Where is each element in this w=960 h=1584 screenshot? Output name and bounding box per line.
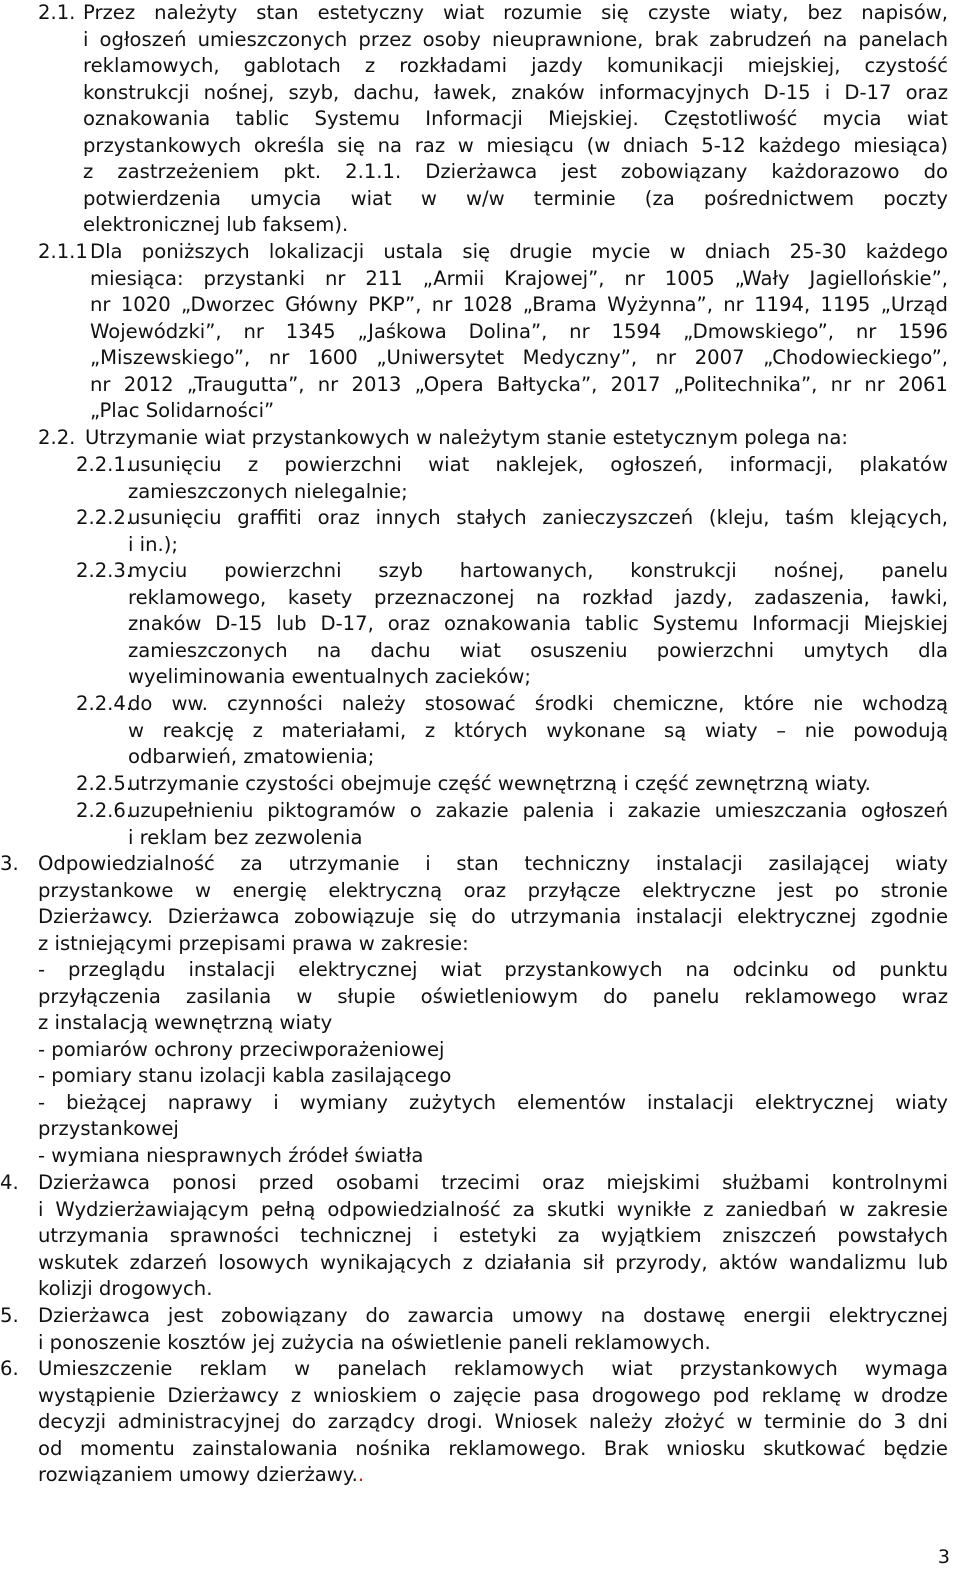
text-line: nr 1020 „Dworzec Główny PKP”, nr 1028 „Brama Wyżynna”, nr 1194, 1195 „Urząd bbox=[90, 293, 948, 316]
section-number: 2.2.6. bbox=[76, 799, 133, 822]
section-text bbox=[128, 691, 948, 771]
section-text bbox=[38, 1170, 948, 1303]
text-line: - pomiarów ochrony przeciwporażeniowej bbox=[38, 1037, 445, 1061]
text-line: przystankowych określa się na raz w miesiącu (w dniach 5-12 każdego miesiąca) bbox=[83, 133, 948, 157]
text-line: zamieszczonych na dachu wiat osuszeniu powierzchni umytych dla bbox=[128, 638, 948, 662]
text-line: „Plac Solidarności” bbox=[90, 399, 275, 422]
text-line: zamieszczonych nielegalnie; bbox=[128, 479, 408, 503]
section-2-2-6 bbox=[76, 798, 948, 851]
section-number: 2.1. bbox=[38, 1, 76, 24]
section-number: 2.2.3. bbox=[76, 559, 133, 582]
text-line: i in.); bbox=[128, 532, 179, 556]
text-line: oznakowania tablic Systemu Informacji Miejskiej. Częstotliwość mycia wiat bbox=[83, 107, 948, 130]
text-line: Dzierżawca jest zobowiązany do zawarcia umowy na dostawę energii elektrycznej bbox=[38, 1304, 948, 1327]
section-text bbox=[38, 1303, 948, 1356]
text-line: wskutek zdarzeń losowych wynikających z działania sił przyrody, aktów wandalizmu lub bbox=[38, 1250, 948, 1274]
text-line: przyłączenia zasilania w słupie oświetleniowym do panelu reklamowego wraz bbox=[38, 984, 948, 1008]
text-line: wyeliminowania ewentualnych zacieków; bbox=[128, 665, 531, 688]
text-line: Dla poniższych lokalizacji ustala się drugie mycie w dniach 25-30 każdego bbox=[90, 240, 948, 263]
page-number: 3 bbox=[937, 1546, 950, 1568]
text-line: przystankowe w energię elektryczną oraz przyłącze elektryczne jest po stronie bbox=[38, 878, 948, 902]
text-line: usunięciu z powierzchni wiat naklejek, ogłoszeń, informacji, plakatów bbox=[128, 453, 948, 476]
text-line: Dzierżawcy. Dzierżawca zobowiązuje się do utrzymania instalacji elektrycznej zgodnie bbox=[38, 905, 948, 928]
section-number: 2.2.4. bbox=[76, 692, 133, 715]
text-line: - bieżącej naprawy i wymiany zużytych elementów instalacji elektrycznej wiaty bbox=[38, 1090, 948, 1114]
text-line: kolizji drogowych. bbox=[38, 1277, 213, 1300]
section-text bbox=[83, 0, 948, 239]
text-line: Przez należyty stan estetyczny wiat rozumie się czyste wiaty, bez napisów, bbox=[83, 1, 948, 24]
section-number: 6. bbox=[0, 1357, 19, 1380]
text-line: Utrzymanie wiat przystankowych w należytym stanie estetycznym polega na: bbox=[85, 426, 848, 449]
text-line: decyzji administracyjnej do zarządcy drogi. Wniosek należy złożyć w terminie do 3 dni bbox=[38, 1410, 948, 1433]
text-line: usunięciu graffiti oraz innych stałych zanieczyszczeń (kleju, taśm klejących, bbox=[128, 506, 948, 529]
text-line: Odpowiedzialność za utrzymanie i stan techniczny instalacji zasilającej wiaty bbox=[38, 852, 948, 875]
text-line: uzupełnieniu piktogramów o zakazie palenia i zakazie umieszczania ogłoszeń bbox=[128, 799, 948, 822]
text-line: myciu powierzchni szyb hartowanych, konstrukcji nośnej, panelu bbox=[128, 559, 948, 582]
text-line: Wojewódzki”, nr 1345 „Jaśkowa Dolina”, nr 1594 „Dmowskiego”, nr 1596 bbox=[90, 319, 948, 343]
section-text bbox=[128, 505, 948, 558]
text-line: z zastrzeżeniem pkt. 2.1.1. Dzierżawca jest zobowiązany każdorazowo do bbox=[83, 160, 948, 183]
section-number: 2.2.1. bbox=[76, 453, 133, 476]
section-2-2-1 bbox=[76, 452, 948, 505]
section-2-2 bbox=[38, 425, 948, 452]
section-text bbox=[85, 425, 948, 452]
text-line: „Miszewskiego”, nr 1600 „Uniwersytet Medyczny”, nr 2007 „Chodowieckiego”, bbox=[90, 346, 948, 369]
text-line: - wymiana niesprawnych źródeł światła bbox=[38, 1143, 424, 1167]
text-line: znaków D-15 lub D-17, oraz oznakowania tablic Systemu Informacji Miejskiej bbox=[128, 612, 948, 635]
text-line: przystankowej bbox=[38, 1117, 179, 1140]
text-line: wystąpienie Dzierżawcy z wnioskiem o zajęcie pasa drogowego pod reklamę w drodze bbox=[38, 1383, 948, 1407]
trailing-dot: . bbox=[357, 1463, 365, 1486]
section-5 bbox=[0, 1303, 948, 1356]
section-number: 2.1.1 bbox=[38, 240, 88, 263]
section-text bbox=[90, 239, 948, 425]
text-line: miesiąca: przystanki nr 211 „Armii Krajowej”, nr 1005 „Wały Jagiellońskie”, bbox=[90, 266, 948, 290]
text-line: od momentu zainstalowania nośnika reklamowego. Brak wniosku skutkować będzie bbox=[38, 1436, 948, 1460]
section-text bbox=[38, 851, 948, 1169]
section-number: 5. bbox=[0, 1304, 19, 1327]
text-line bbox=[38, 1462, 948, 1489]
text-line: utrzymanie czystości obejmuje część wewnętrzną i część zewnętrzną wiaty. bbox=[128, 772, 871, 795]
section-text bbox=[128, 558, 948, 691]
section-text bbox=[38, 1356, 948, 1489]
text-line: nr 2012 „Traugutta”, nr 2013 „Opera Bałtycka”, 2017 „Politechnika”, nr nr 2061 bbox=[90, 372, 948, 396]
section-number: 2.2. bbox=[38, 426, 76, 449]
section-text bbox=[128, 452, 948, 505]
text-line: i Wydzierżawiającym pełną odpowiedzialność za skutki wynikłe z zaniedbań w zakresie bbox=[38, 1197, 948, 1221]
text-line: potwierdzenia umycia wiat w w/w terminie (za pośrednictwem poczty bbox=[83, 186, 948, 210]
section-number: 2.2.2. bbox=[76, 506, 133, 529]
text-line: reklamowego, kasety przeznaczonej na rozkład jazdy, zadaszenia, ławki, bbox=[128, 585, 948, 609]
section-2-2-2 bbox=[76, 505, 948, 558]
text-line: Dzierżawca ponosi przed osobami trzecimi oraz miejskimi służbami kontrolnymi bbox=[38, 1171, 948, 1194]
text-line: Umieszczenie reklam w panelach reklamowych wiat przystankowych wymaga bbox=[38, 1357, 948, 1380]
section-3 bbox=[0, 851, 948, 1169]
section-text bbox=[128, 798, 948, 851]
section-2-2-4 bbox=[76, 691, 948, 771]
text-line: reklamowych, gablotach z rozkładami jazdy komunikacji miejskiej, czystość bbox=[83, 54, 948, 77]
section-4 bbox=[0, 1170, 948, 1303]
text-line: - pomiary stanu izolacji kabla zasilającego bbox=[38, 1064, 452, 1087]
section-number: 3. bbox=[0, 852, 19, 875]
text-line: i ponoszenie kosztów jej zużycia na oświetlenie paneli reklamowych. bbox=[38, 1330, 711, 1354]
text-line: do ww. czynności należy stosować środki chemiczne, które nie wchodzą bbox=[128, 692, 948, 715]
section-number: 4. bbox=[0, 1171, 19, 1194]
text-line: z istniejącymi przepisami prawa w zakresie: bbox=[38, 931, 469, 955]
text-line: w reakcję z materiałami, z których wykonane są wiaty – nie powodują bbox=[128, 718, 948, 742]
text-line: utrzymania sprawności technicznej i estetyki za wyjątkiem zniszczeń powstałych bbox=[38, 1224, 948, 1247]
text-line: z instalacją wewnętrzną wiaty bbox=[38, 1011, 333, 1034]
section-2-1-1 bbox=[38, 239, 948, 425]
section-number: 2.2.5. bbox=[76, 772, 133, 795]
text-line-content: rozwiązaniem umowy dzierżawy. bbox=[38, 1463, 358, 1486]
section-2-2-3 bbox=[76, 558, 948, 691]
section-6 bbox=[0, 1356, 948, 1489]
text-line: - przeglądu instalacji elektrycznej wiat przystankowych na odcinku od punktu bbox=[38, 958, 948, 981]
text-line: i reklam bez zezwolenia bbox=[128, 825, 363, 849]
text-line: i ogłoszeń umieszczonych przez osoby nieuprawnione, brak zabrudzeń na panelach bbox=[83, 27, 948, 51]
text-line: elektronicznej lub faksem). bbox=[83, 213, 349, 236]
section-text bbox=[128, 771, 948, 798]
section-2-1 bbox=[38, 0, 948, 239]
text-line: odbarwień, zmatowienia; bbox=[128, 745, 375, 768]
text-line: konstrukcji nośnej, szyb, dachu, ławek, znaków informacyjnych D-15 i D-17 oraz bbox=[83, 80, 948, 104]
section-2-2-5 bbox=[76, 771, 948, 798]
